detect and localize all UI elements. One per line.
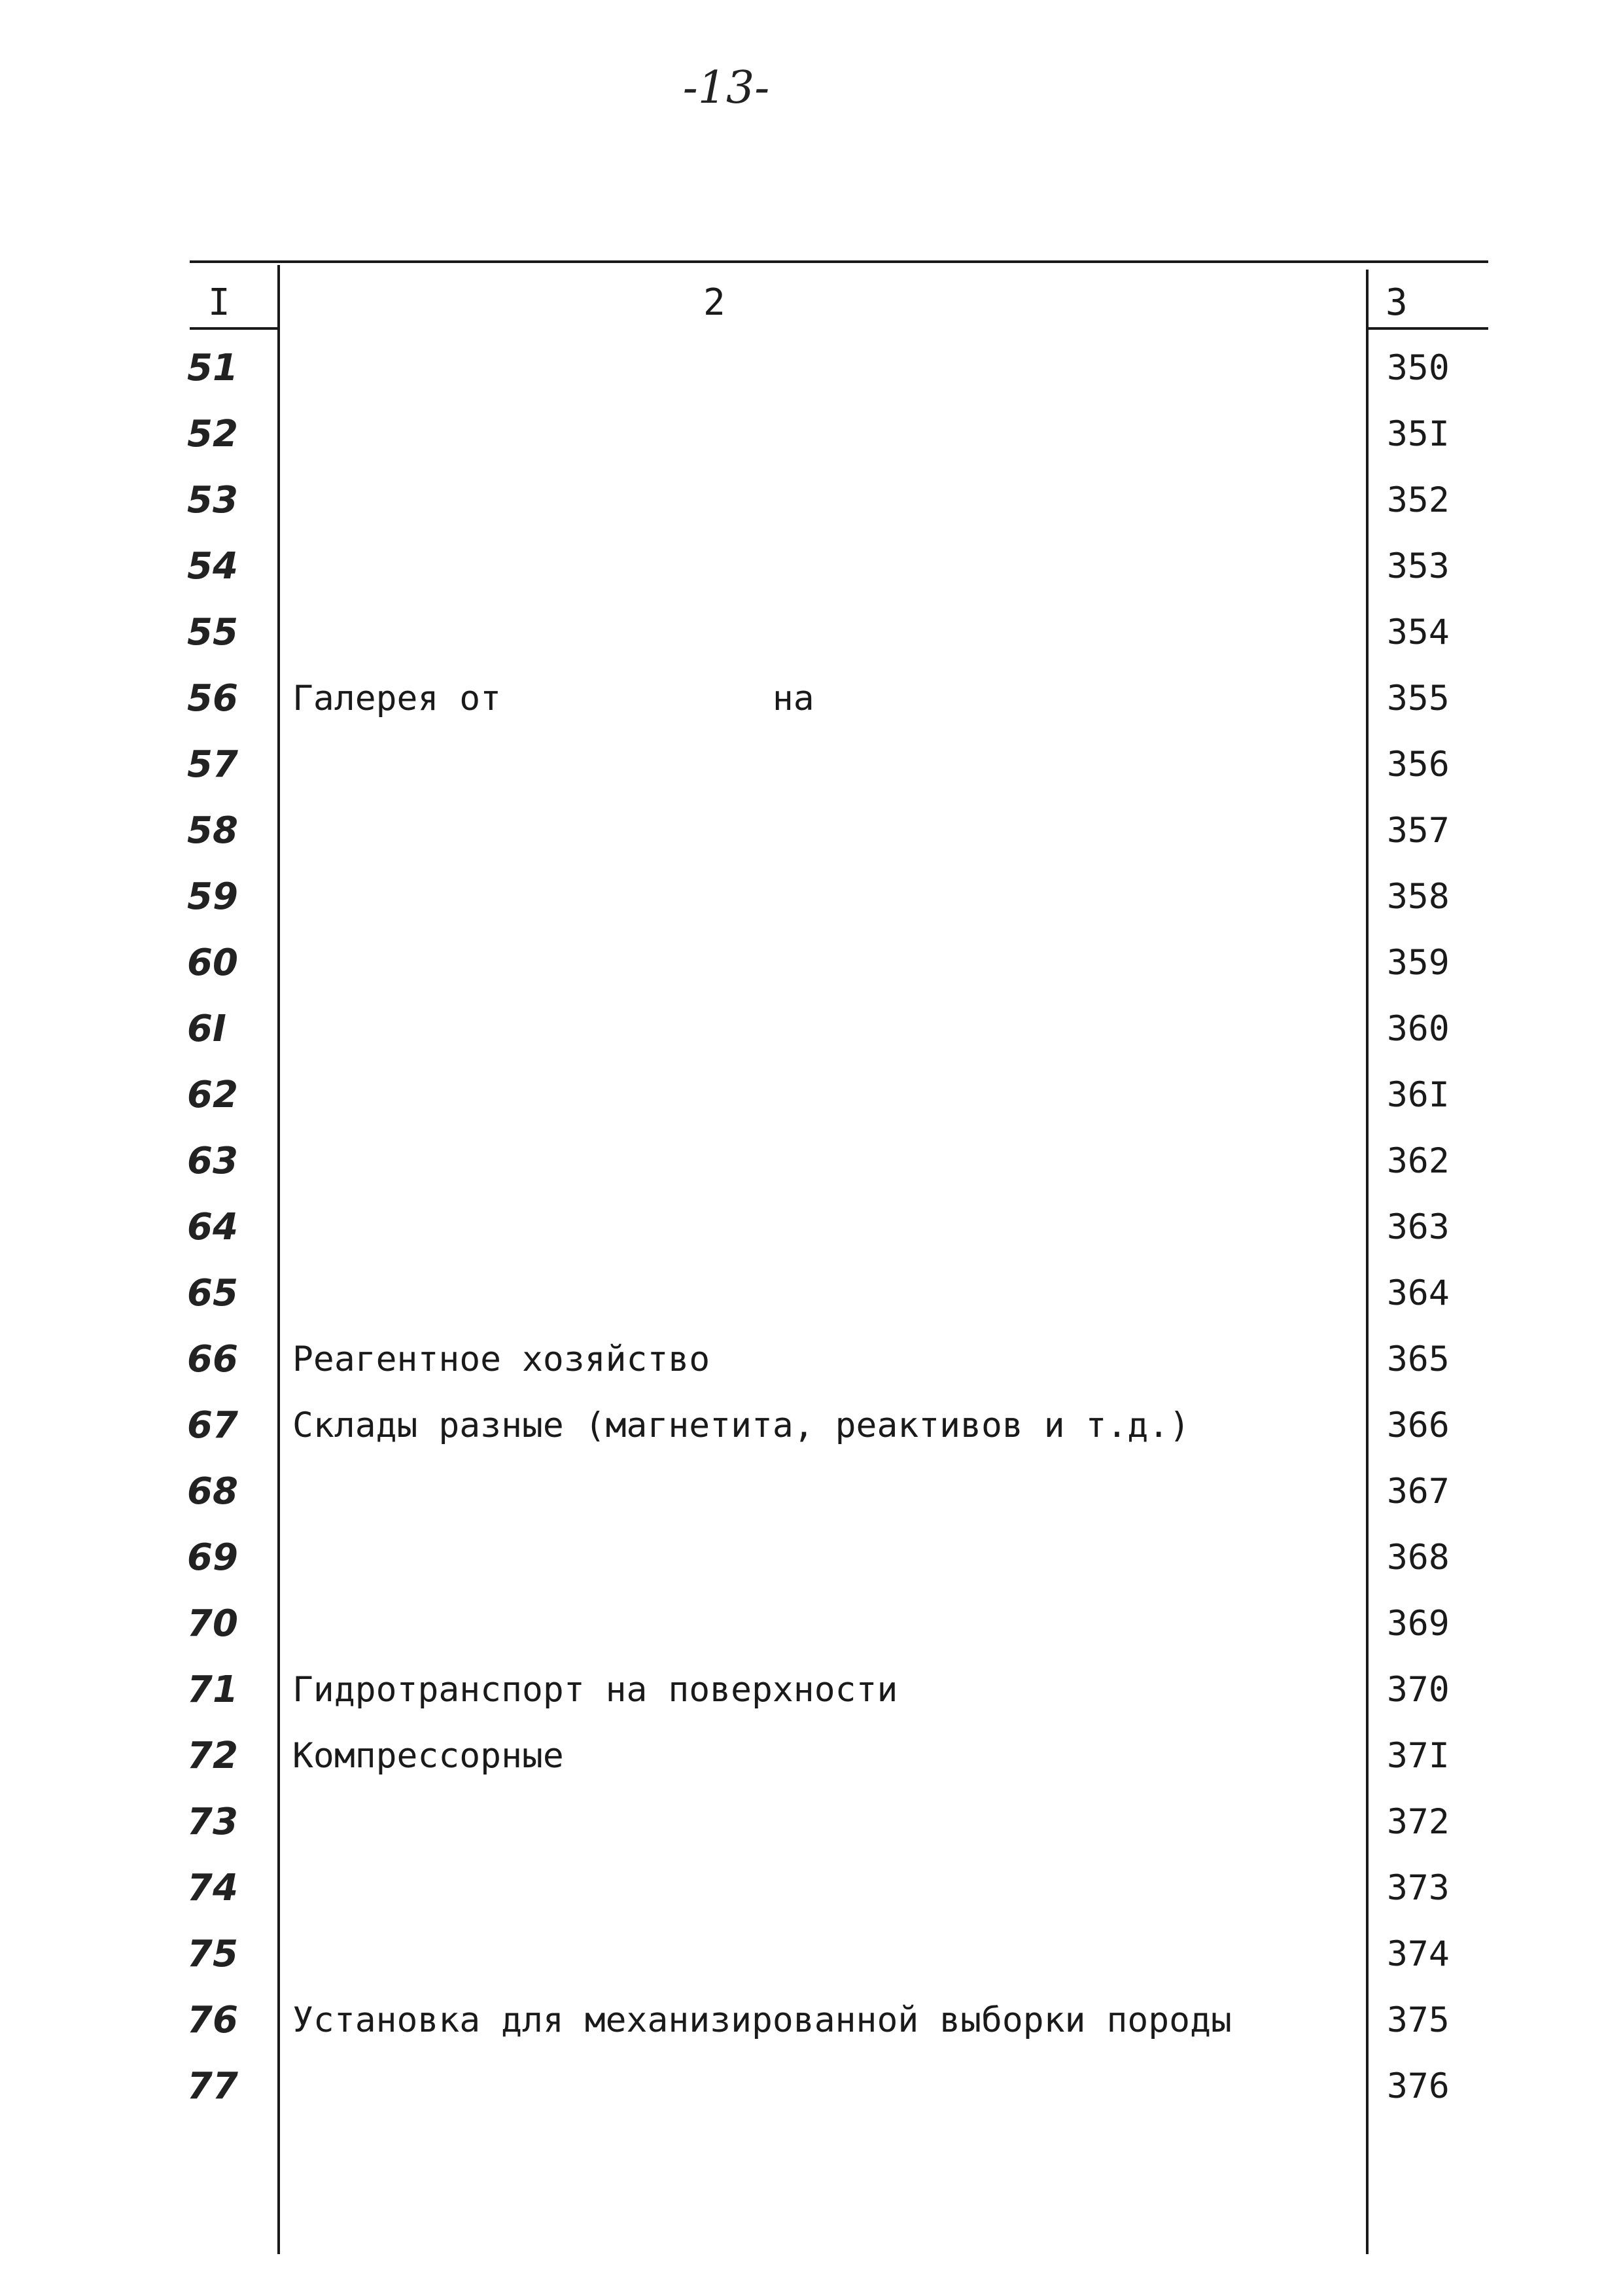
table-row: [0, 1525, 1623, 1591]
row-code: 358: [1387, 877, 1450, 917]
page-number: -13-: [682, 62, 770, 114]
table-row: [0, 1921, 1623, 1987]
header-bottom-rule-right: [1367, 327, 1488, 330]
row-code: 37I: [1387, 1736, 1450, 1776]
row-code: 375: [1387, 2000, 1450, 2040]
row-code: 376: [1387, 2066, 1450, 2106]
row-description: Гидротранспорт на поверхности: [292, 1670, 898, 1710]
table-row: [0, 401, 1623, 467]
row-number: 70: [187, 1602, 238, 1645]
table-row: [0, 732, 1623, 798]
row-number: 56: [187, 677, 238, 720]
row-number: 63: [187, 1140, 238, 1182]
row-number: 58: [187, 809, 238, 852]
row-number: 75: [187, 1933, 238, 1975]
table-row: [0, 930, 1623, 996]
row-number: 64: [187, 1206, 238, 1248]
table-row: [0, 1591, 1623, 1657]
row-description: Установка для механизированной выборки породы: [292, 2000, 1232, 2040]
row-description: Галерея от на: [292, 679, 814, 718]
table-row: [0, 2053, 1623, 2119]
row-code: 374: [1387, 1934, 1450, 1974]
table-row: [0, 1062, 1623, 1128]
row-code: 353: [1387, 546, 1450, 586]
row-number: 76: [187, 1999, 238, 2041]
table-row: [0, 665, 1623, 732]
row-code: 357: [1387, 811, 1450, 851]
table-row: [0, 1194, 1623, 1260]
table-row: [0, 1855, 1623, 1921]
row-code: 360: [1387, 1009, 1450, 1049]
table-row: [0, 864, 1623, 930]
row-description: Реагентное хозяйство: [292, 1339, 710, 1379]
row-number: 54: [187, 545, 238, 588]
row-code: 373: [1387, 1868, 1450, 1908]
table-row: [0, 1128, 1623, 1194]
table-row: [0, 599, 1623, 665]
row-number: 69: [187, 1536, 238, 1579]
row-code: 355: [1387, 679, 1450, 718]
row-code: 352: [1387, 480, 1450, 520]
header-col2: 2: [703, 281, 725, 324]
table-row: [0, 1657, 1623, 1723]
row-number: 67: [187, 1404, 238, 1447]
row-code: 372: [1387, 1802, 1450, 1842]
row-description: Склады разные (магнетита, реактивов и т.д.): [292, 1405, 1191, 1445]
table-row: [0, 1987, 1623, 2053]
row-code: 364: [1387, 1273, 1450, 1313]
row-code: 359: [1387, 943, 1450, 983]
table-row: [0, 798, 1623, 864]
row-code: 366: [1387, 1405, 1450, 1445]
row-number: 52: [187, 413, 238, 455]
row-code: 35I: [1387, 414, 1450, 454]
table-row: [0, 1789, 1623, 1855]
row-code: 354: [1387, 612, 1450, 652]
row-code: 368: [1387, 1538, 1450, 1578]
header-bottom-rule-left: [190, 327, 278, 330]
table-row: [0, 996, 1623, 1062]
row-number: 55: [187, 611, 238, 654]
row-code: 367: [1387, 1472, 1450, 1511]
row-number: 68: [187, 1470, 238, 1513]
row-number: 60: [187, 942, 238, 984]
row-number: 71: [187, 1669, 238, 1711]
table-top-rule: [190, 260, 1488, 263]
row-description: Компрессорные: [292, 1736, 564, 1776]
header-col3: 3: [1386, 281, 1408, 324]
row-number: 65: [187, 1272, 238, 1315]
table-row: [0, 1392, 1623, 1458]
row-code: 365: [1387, 1339, 1450, 1379]
row-number: 53: [187, 479, 238, 521]
row-code: 356: [1387, 745, 1450, 785]
table-row: [0, 1326, 1623, 1392]
row-number: 6I: [187, 1008, 226, 1050]
row-number: 72: [187, 1735, 238, 1777]
header-col1: I: [208, 281, 230, 324]
row-code: 370: [1387, 1670, 1450, 1710]
table-row: [0, 467, 1623, 533]
row-number: 66: [187, 1338, 238, 1381]
row-number: 74: [187, 1867, 238, 1909]
row-code: 350: [1387, 348, 1450, 388]
table-row: [0, 1723, 1623, 1789]
table-row: [0, 533, 1623, 599]
table-row: [0, 335, 1623, 401]
row-code: 369: [1387, 1604, 1450, 1644]
row-number: 77: [187, 2065, 238, 2108]
row-code: 362: [1387, 1141, 1450, 1181]
row-number: 57: [187, 743, 238, 786]
table-row: [0, 1458, 1623, 1525]
row-code: 363: [1387, 1207, 1450, 1247]
table-row: [0, 1260, 1623, 1326]
row-number: 51: [187, 347, 238, 389]
row-number: 73: [187, 1801, 238, 1843]
row-number: 59: [187, 875, 238, 918]
row-number: 62: [187, 1074, 238, 1116]
row-code: 36I: [1387, 1075, 1450, 1115]
